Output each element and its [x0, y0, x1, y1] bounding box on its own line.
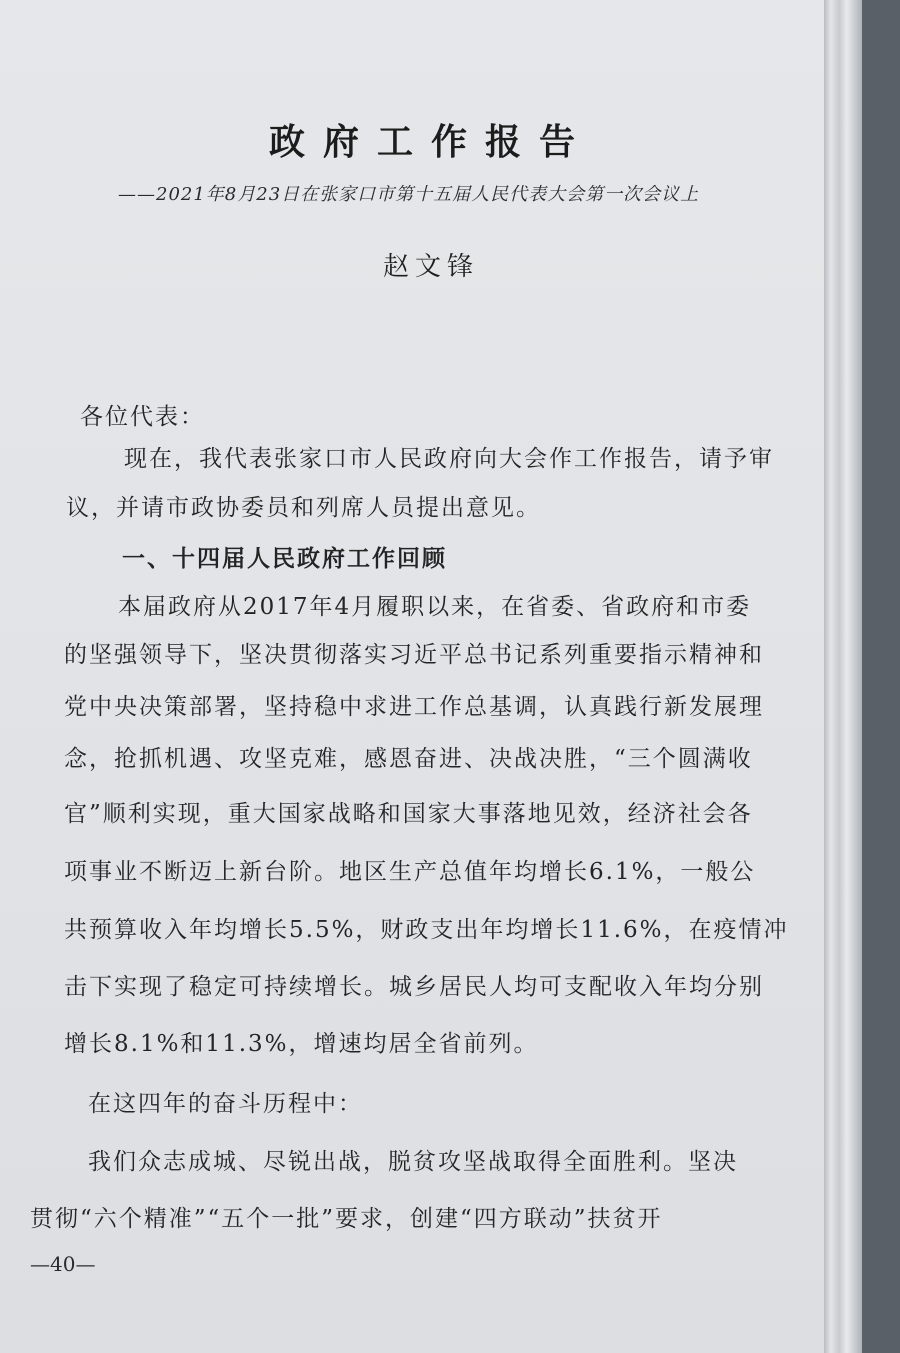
body-line: 贯彻“六个精准”“五个一批”要求，创建“四方联动”扶贫开	[30, 1206, 663, 1232]
body-line: 共预算收入年均增长5.5%，财政支出年均增长11.6%，在疫情冲	[64, 917, 789, 943]
body-line: 我们众志成城、尽锐出战，脱贫攻坚战取得全面胜利。坚决	[88, 1149, 738, 1175]
body-line: 议，并请市政协委员和列席人员提出意见。	[66, 495, 541, 521]
body-line: 本届政府从2017年4月履职以来，在省委、省政府和市委	[118, 594, 752, 620]
body-line: 官”顺利实现，重大国家战略和国家大事落地见效，经济社会各	[64, 801, 753, 827]
salutation: 各位代表：	[80, 404, 205, 430]
document-subtitle: ——2021年8月23日在张家口市第十五届人民代表大会第一次会议上	[118, 184, 700, 205]
body-line: 的坚强领导下，坚决贯彻落实习近平总书记系列重要指示精神和	[64, 642, 764, 668]
body-line: 击下实现了稳定可持续增长。城乡居民人均可支配收入年均分别	[64, 974, 764, 1000]
body-line: 增长8.1%和11.3%，增速均居全省前列。	[64, 1031, 539, 1057]
document-author: 赵文锋	[382, 252, 479, 282]
section-heading: 一、十四届人民政府工作回顾	[122, 546, 447, 572]
page-number: —40—	[30, 1252, 96, 1276]
body-line: 现在，我代表张家口市人民政府向大会作工作报告，请予审	[124, 446, 774, 472]
body-line: 项事业不断迈上新台阶。地区生产总值年均增长6.1%，一般公	[64, 859, 756, 885]
document-title: 政府工作报告	[268, 122, 593, 163]
body-line: 在这四年的奋斗历程中：	[88, 1091, 363, 1117]
body-line: 党中央决策部署，坚持稳中求进工作总基调，认真践行新发展理	[64, 694, 764, 720]
body-line: 念，抢抓机遇、攻坚克难，感恩奋进、决战决胜，“三个圆满收	[64, 746, 753, 772]
